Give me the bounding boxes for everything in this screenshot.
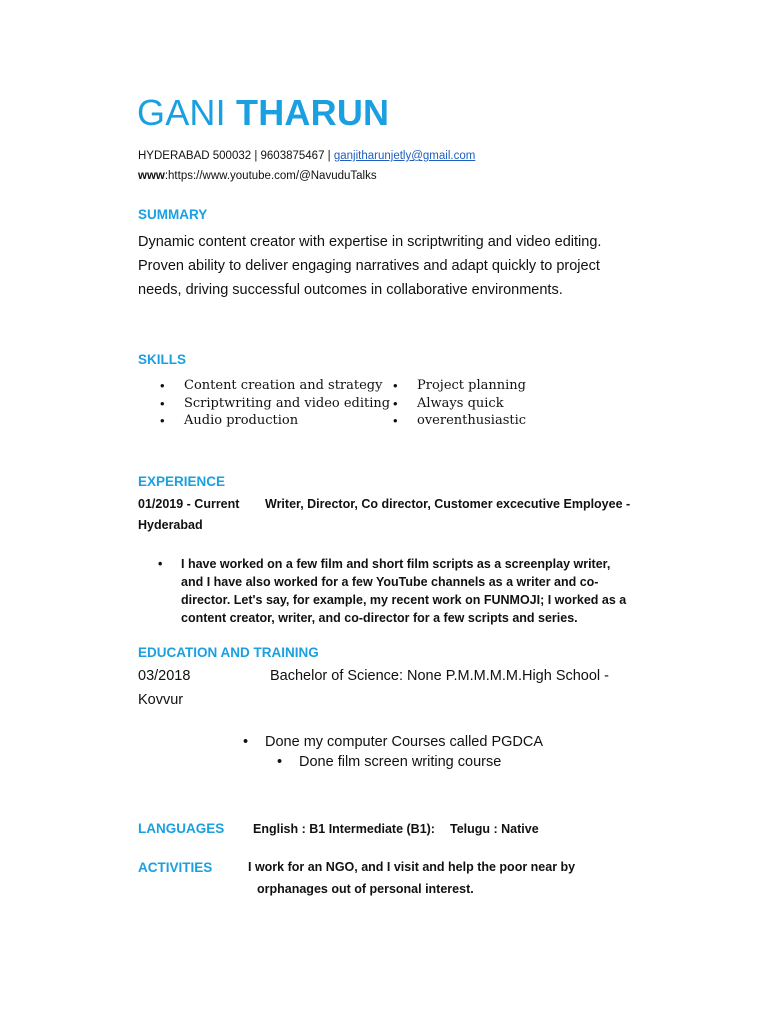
website-line <box>138 170 377 182</box>
website-url: :https://www.youtube.com/@NavuduTalks <box>164 170 377 182</box>
skill-item: • Content creation and strategy <box>160 377 390 395</box>
bullet-icon: • <box>158 557 163 571</box>
experience-date: 01/2019 - Current <box>138 497 240 511</box>
contact-line <box>138 150 475 162</box>
email-link[interactable]: ganjitharunjetly@gmail.com <box>333 150 476 162</box>
bullet-icon: • <box>277 754 283 770</box>
experience-location: Hyderabad <box>138 518 203 532</box>
summary-heading: SUMMARY <box>138 207 208 222</box>
experience-title: Writer, Director, Co director, Customer excecutive Employee - <box>265 497 631 511</box>
education-degree: Bachelor of Science: None P.M.M.M.M.High School - <box>270 668 610 684</box>
skill-item: • Always quick <box>393 395 526 413</box>
skill-item: • overenthusiastic <box>393 412 526 430</box>
skill-item: • Project planning <box>393 377 526 395</box>
first-name: GANI <box>137 92 226 133</box>
languages-heading: LANGUAGES <box>138 821 225 836</box>
activities-heading: ACTIVITIES <box>138 860 213 875</box>
activities-line-1: I work for an NGO, and I visit and help the poor near by <box>248 860 576 874</box>
language-english: English : B1 Intermediate (B1): <box>253 822 435 836</box>
experience-description: I have worked on a few film and short film scripts as a screenplay writer, and I have also worked for a few YouTube channels as a writer and co-director. Let's say, for example, my recent work on FUNMOJI; I worked as a content creator, writer, and co-director for a few scripts and series. <box>181 557 627 625</box>
education-bullet: Done film screen writing course <box>299 754 502 770</box>
last-name: THARUN <box>236 92 390 133</box>
activities-line-2: orphanages out of personal interest. <box>257 882 474 896</box>
www-label: www <box>138 170 165 182</box>
education-bullet: Done my computer Courses called PGDCA <box>265 734 544 750</box>
skills-list-left <box>160 377 390 430</box>
skill-item: • Scriptwriting and video editing <box>160 395 390 413</box>
skills-list-right <box>393 377 526 430</box>
summary-text: Dynamic content creator with expertise in scriptwriting and video editing. Proven ability to deliver engaging narratives and adapt quickly to project needs, driving successful outcomes in collaborative environments. <box>138 234 602 298</box>
education-location: Kovvur <box>138 692 184 708</box>
bullet-icon: • <box>243 734 249 750</box>
resume-name <box>137 92 389 134</box>
language-telugu: Telugu : Native <box>450 822 539 836</box>
skill-item: • Audio production <box>160 412 390 430</box>
experience-heading: EXPERIENCE <box>138 474 226 489</box>
contact-address-phone: HYDERABAD 500032 | 9603875467 | <box>138 150 331 162</box>
skills-heading: SKILLS <box>138 352 187 367</box>
education-date: 03/2018 <box>138 668 191 684</box>
education-heading: EDUCATION AND TRAINING <box>138 645 319 660</box>
